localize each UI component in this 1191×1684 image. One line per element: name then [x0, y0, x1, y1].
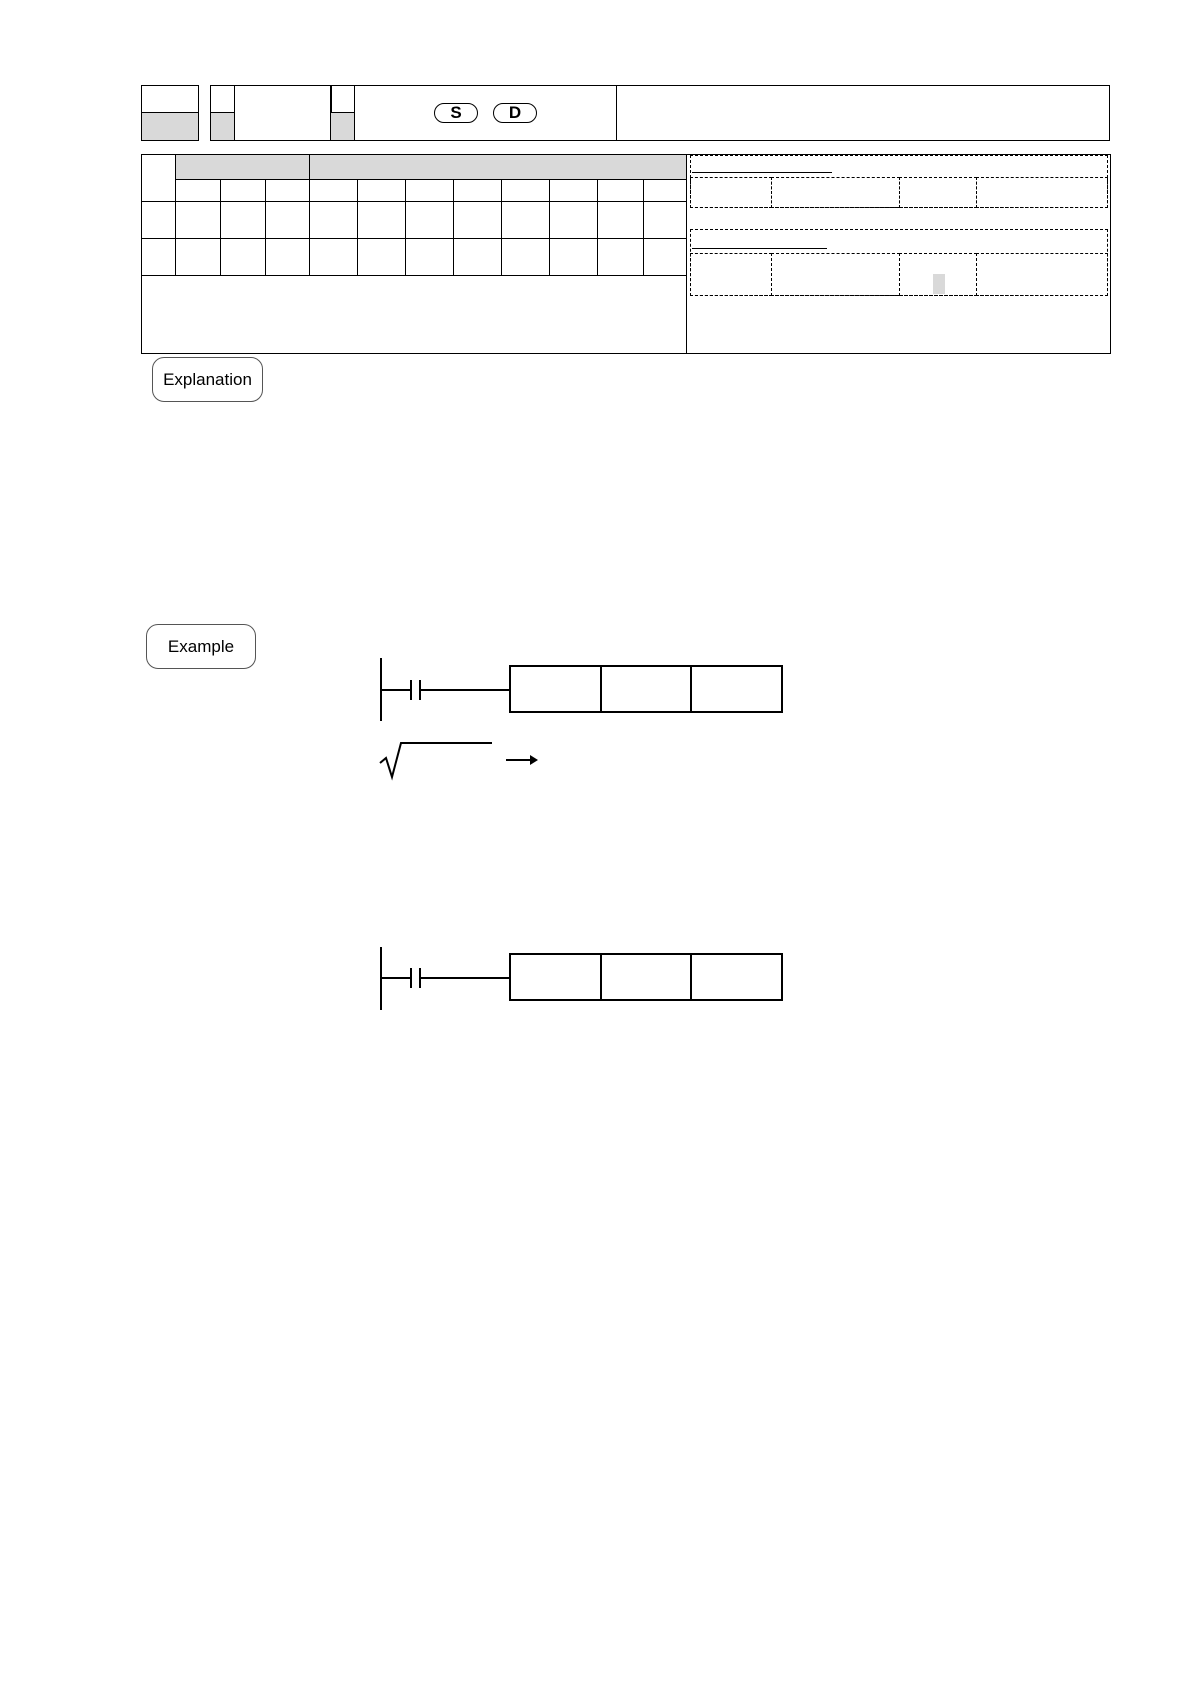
device-cell — [220, 201, 266, 239]
device-cell — [357, 238, 406, 276]
device-col-header — [265, 179, 310, 202]
instruction-box-source — [601, 666, 691, 712]
example-label: Example — [146, 624, 256, 669]
instruction-box-dest — [691, 954, 782, 1000]
device-cell — [175, 238, 221, 276]
device-grid — [141, 154, 687, 276]
ladder-diagram-1 — [370, 655, 790, 785]
device-cell — [597, 201, 644, 239]
mnemonic-prefix-cell — [210, 85, 235, 113]
device-cell — [453, 238, 502, 276]
device-col-header — [597, 179, 644, 202]
device-cell — [309, 201, 358, 239]
device-row-label — [141, 201, 176, 239]
pulse-cell — [690, 253, 772, 296]
device-col-header — [309, 179, 358, 202]
instruction-box-mnemonic — [510, 666, 601, 712]
api-number-shaded-box — [141, 112, 199, 141]
steps-cell — [899, 177, 977, 208]
device-cell — [501, 201, 550, 239]
instruction-box-mnemonic — [510, 954, 601, 1000]
steps-cell — [976, 177, 1108, 208]
table-corner-cell — [141, 154, 176, 202]
device-cell — [453, 201, 502, 239]
device-col-header — [175, 179, 221, 202]
operands-suffix-cell — [330, 85, 355, 113]
device-row-label — [141, 238, 176, 276]
word-device-header — [309, 154, 687, 180]
device-cell — [220, 238, 266, 276]
device-cell — [405, 201, 454, 239]
instruction-box-source — [601, 954, 691, 1000]
device-cell — [549, 238, 598, 276]
function-description-box — [616, 85, 1110, 141]
device-cell — [501, 238, 550, 276]
device-cell — [643, 238, 687, 276]
pulse-cell — [976, 253, 1108, 296]
device-col-header — [220, 179, 266, 202]
mnemonic-prefix-shaded-cell — [210, 112, 235, 141]
arrow-head — [530, 755, 538, 765]
device-cell — [549, 201, 598, 239]
device-col-header — [501, 179, 550, 202]
device-cell — [309, 238, 358, 276]
device-col-header — [405, 179, 454, 202]
steps-cell — [690, 177, 772, 208]
device-cell — [643, 201, 687, 239]
square-root-icon — [380, 743, 492, 777]
device-cell — [265, 201, 310, 239]
device-cell — [265, 238, 310, 276]
device-cell — [405, 238, 454, 276]
pulse-type-title-line — [692, 248, 827, 249]
bit-device-header — [175, 154, 310, 180]
operands-suffix-shaded-cell — [330, 112, 355, 141]
operand-s-badge: S — [434, 103, 478, 123]
api-number-box — [141, 85, 199, 113]
table-divider — [686, 154, 687, 354]
device-col-header — [357, 179, 406, 202]
steps-cell — [771, 177, 900, 208]
pulse-cell — [771, 253, 900, 296]
device-col-header — [453, 179, 502, 202]
device-cell — [357, 201, 406, 239]
device-cell — [175, 201, 221, 239]
operand-d-badge: D — [493, 103, 537, 123]
device-cell — [597, 238, 644, 276]
device-col-header — [643, 179, 687, 202]
pulse-shaded-marker — [933, 274, 945, 294]
operand-steps-title-line — [692, 172, 832, 173]
device-col-header — [549, 179, 598, 202]
instruction-box-dest — [691, 666, 782, 712]
explanation-label: Explanation — [152, 357, 263, 402]
ladder-diagram-2 — [370, 945, 790, 1015]
